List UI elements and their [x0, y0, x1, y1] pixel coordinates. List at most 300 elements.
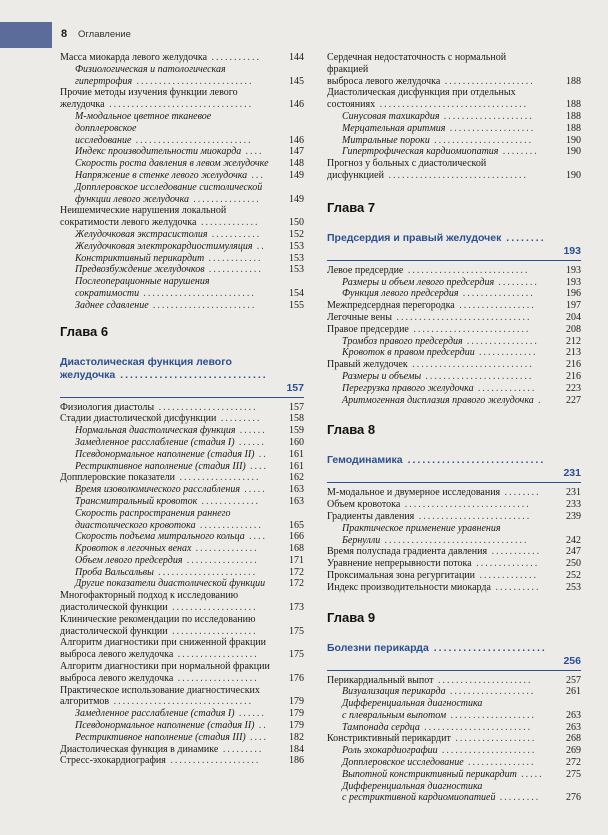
toc-column-right	[327, 52, 581, 804]
toc-entry[interactable]	[60, 425, 304, 437]
toc-entry-page: 247	[566, 546, 581, 558]
toc-entry-page: 233	[566, 499, 581, 511]
toc-entry[interactable]	[60, 449, 304, 461]
dot-leader: ...............	[189, 193, 261, 205]
toc-entry-text: Аритмогенная дисплазия правого желудочка	[342, 394, 534, 406]
toc-entry-text: Сердечная недостаточность с нормальной фракцией выброса левого желудочка	[327, 52, 507, 87]
toc-entry-page: 165	[289, 519, 304, 531]
toc-entry[interactable]	[60, 182, 304, 206]
dot-leader: ............................	[402, 454, 546, 467]
toc-entry-page: 154	[289, 287, 304, 299]
toc-section-continued	[60, 52, 304, 312]
toc-entry[interactable]	[60, 531, 304, 543]
dot-leader: .........	[495, 792, 541, 804]
toc-entry[interactable]	[327, 769, 581, 781]
dot-leader: ......	[234, 436, 267, 448]
toc-entry-page: 144	[289, 52, 304, 63]
toc-entry-page: 188	[566, 75, 581, 87]
toc-entry-text: Другие показатели диастолической функции	[75, 578, 266, 590]
toc-entry-text: Алгоритм диагностики при нормальной фракции выброса левого желудочка	[60, 661, 270, 684]
chapter-8-page: 231	[563, 467, 581, 480]
toc-entry[interactable]	[60, 555, 304, 567]
toc-entry-text: Перегрузка правого желудочка	[342, 382, 474, 394]
toc-entry[interactable]	[327, 722, 581, 734]
toc-entry[interactable]	[327, 733, 581, 745]
dot-leader: ..........................	[131, 134, 253, 146]
dot-leader: ..............................	[391, 311, 532, 323]
toc-entry-text: Уравнение непрерывности потока	[327, 558, 472, 570]
toc-entry-page: 171	[289, 554, 304, 566]
toc-entry-text: Масса миокарда левого желудочка	[60, 52, 208, 63]
toc-entry[interactable]	[60, 472, 304, 484]
dot-leader: ................	[462, 335, 540, 347]
toc-entry-text: Тромбоз правого предсердия	[342, 335, 463, 347]
page-number: 8	[61, 28, 68, 40]
dot-leader: ..............	[471, 558, 540, 570]
toc-entry-text: Тампонада сердца	[342, 721, 420, 733]
toc-entry-text: Клинические рекомендации по исследованию диастолической функции	[60, 613, 256, 637]
toc-entry[interactable]	[60, 52, 304, 64]
toc-entry[interactable]	[327, 324, 581, 336]
dot-leader: ............	[204, 264, 264, 276]
dot-leader: .....................	[437, 745, 537, 757]
toc-entry-page: 196	[566, 288, 581, 300]
toc-entry-page: 146	[289, 99, 304, 111]
toc-entry-page: 204	[566, 311, 581, 323]
toc-entry-page: 188	[566, 99, 581, 111]
toc-entry-page: 172	[289, 578, 304, 590]
dot-leader: ......................	[154, 401, 258, 413]
toc-entry-text: Практическое применение уравнения Бернулли	[342, 522, 501, 546]
toc-entry-page: 179	[289, 720, 304, 732]
toc-entry-text: Межпредсердная перегородка	[327, 300, 455, 312]
toc-entry-page: 162	[289, 472, 304, 484]
toc-entry[interactable]	[60, 229, 304, 241]
chapter-7-entries	[327, 265, 581, 407]
toc-entry-text: Роль эхокардиографии	[342, 745, 438, 757]
toc-entry-text: Объем кровотока	[327, 499, 401, 511]
chapter-9-title[interactable]	[327, 629, 581, 671]
dot-leader: ...........................	[403, 264, 530, 276]
dot-leader: ........	[500, 487, 541, 499]
dot-leader: ...................	[445, 686, 536, 698]
toc-entry-page: 263	[566, 721, 581, 733]
dot-leader: ....	[245, 731, 269, 743]
toc-entry[interactable]	[327, 487, 581, 499]
dot-leader: ......................	[429, 134, 534, 146]
toc-entry-page: 272	[566, 757, 581, 769]
dot-leader: ..	[252, 240, 266, 252]
dot-leader: ..............	[191, 543, 259, 555]
toc-entry[interactable]	[60, 241, 304, 253]
toc-entry[interactable]	[60, 755, 304, 767]
toc-entry-page: 157	[289, 401, 304, 413]
dot-leader: .........	[218, 743, 264, 755]
toc-entry-text: Правый желудочек	[327, 359, 408, 371]
toc-entry-text: Допплеровское исследование	[342, 757, 464, 769]
toc-entry-page: 160	[289, 436, 304, 448]
toc-entry[interactable]	[327, 582, 581, 594]
dot-leader: .......................	[148, 299, 257, 311]
toc-entry-page: 145	[289, 75, 304, 87]
dot-leader: ...................	[167, 602, 258, 614]
toc-entry[interactable]	[327, 158, 581, 182]
toc-entry-page: 193	[566, 264, 581, 276]
toc-entry-page: 153	[289, 264, 304, 276]
toc-entry-page: 175	[289, 649, 304, 661]
dot-leader: .............	[196, 217, 260, 229]
toc-entry-text: Объем левого предсердия	[75, 554, 183, 566]
dot-leader: ................	[182, 554, 259, 566]
toc-column-left	[60, 52, 304, 767]
toc-entry-text: Заднее сдавление	[75, 299, 149, 311]
toc-entry-page: 252	[566, 569, 581, 581]
toc-entry-text: Желудочковая экстрасистолия	[75, 228, 208, 240]
dot-leader: .................................	[375, 99, 529, 111]
chapter-7-label: Глава 7	[327, 199, 376, 215]
toc-entry-text: Мерцательная аритмия	[342, 122, 446, 134]
toc-entry-text: Рестриктивное наполнение (стадия III)	[75, 731, 246, 743]
dot-leader: ....................	[440, 75, 535, 87]
toc-entry-page: 242	[566, 534, 581, 546]
toc-entry[interactable]	[327, 546, 581, 558]
toc-entry-page: 163	[289, 495, 304, 507]
toc-entry[interactable]	[60, 496, 304, 508]
toc-entry-page: 257	[566, 674, 581, 686]
toc-entry[interactable]	[60, 637, 304, 661]
toc-entry-text: Констриктивный перикардит	[75, 252, 205, 264]
toc-entry[interactable]	[327, 288, 581, 300]
dot-leader: ...........................	[407, 359, 534, 371]
toc-entry-text: Стресс-эхокардиография	[60, 755, 166, 767]
toc-entry-page: 213	[566, 347, 581, 359]
toc-entry-text: Кровоток в легочных венах	[75, 543, 192, 555]
toc-entry-page: 188	[566, 122, 581, 134]
toc-entry-page: 269	[566, 745, 581, 757]
toc-entry-page: 190	[566, 146, 581, 158]
toc-entry-page: 250	[566, 558, 581, 570]
dot-leader: ....................	[439, 110, 534, 122]
dot-leader: ....	[241, 146, 264, 158]
toc-entry-text: Напряжение в стенке левого желудочка	[75, 169, 248, 181]
toc-entry-text: Кровоток в правом предсердии	[342, 347, 475, 359]
toc-entry-page: 239	[566, 510, 581, 522]
dot-leader: .............	[474, 347, 538, 359]
dot-leader: ..	[254, 448, 269, 460]
toc-entry-page: 175	[289, 625, 304, 637]
dot-leader: ............	[204, 252, 263, 264]
toc-entry-page: 161	[289, 448, 304, 460]
toc-entry-page: 275	[566, 768, 581, 780]
toc-entry-text: Физиологическая и патологическая гипертрофия	[75, 63, 226, 87]
dot-leader: ................	[458, 288, 535, 300]
toc-entry[interactable]	[60, 276, 304, 300]
toc-entry-text: Скорость подъема митрального кольца	[75, 531, 245, 543]
dot-leader: ........	[498, 146, 539, 158]
toc-entry-text: Левое предсердие	[327, 264, 404, 276]
toc-entry-page: 163	[289, 484, 304, 496]
toc-entry[interactable]	[60, 508, 304, 532]
dot-leader: .	[533, 394, 543, 406]
toc-entry-page: 188	[566, 110, 581, 122]
toc-entry-text: Констриктивный перикардит	[327, 733, 451, 745]
chapter-9-label: Глава 9	[327, 609, 376, 625]
dot-leader: ..............	[195, 519, 264, 531]
toc-entry[interactable]	[60, 708, 304, 720]
toc-entry-text: Допплеровские показатели	[60, 472, 175, 484]
toc-entry[interactable]	[327, 52, 581, 87]
toc-entry-text: Предвозбуждение желудочков	[75, 264, 205, 276]
toc-entry[interactable]	[327, 277, 581, 289]
toc-entry-page: 186	[289, 755, 304, 767]
toc-entry-page: 227	[566, 394, 581, 406]
toc-entry[interactable]	[60, 158, 304, 170]
toc-entry-text: Функция левого предсердия	[342, 288, 459, 300]
toc-entry-page: 197	[566, 300, 581, 312]
toc-entry-page: 153	[289, 252, 304, 264]
toc-entry-text: Неишемические нарушения локальной сократимости левого желудочка	[60, 205, 227, 229]
toc-entry[interactable]	[60, 413, 304, 425]
toc-entry-text: Прогноз у больных с диастолической дисфункцией	[327, 158, 487, 181]
chapter-8-label: Глава 8	[327, 422, 376, 438]
toc-entry-page: 158	[289, 413, 304, 425]
toc-entry-text: Время изоволюмического расслабления	[75, 484, 240, 496]
toc-entry[interactable]	[327, 523, 581, 547]
dot-leader: .........	[216, 413, 262, 425]
chapter-6-page: 157	[286, 381, 304, 394]
toc-entry[interactable]	[327, 558, 581, 570]
toc-entry[interactable]	[60, 437, 304, 449]
toc-entry-page: 263	[566, 709, 581, 721]
chapter-7-page: 193	[563, 244, 581, 257]
toc-entry-text: Скорость распространения раннего диастолического кровотока	[75, 507, 231, 531]
chapter-6-title[interactable]	[60, 343, 304, 398]
dot-leader: ...........	[487, 546, 542, 558]
toc-entry-text: Размеры и объемы	[342, 370, 422, 382]
toc-entry[interactable]	[327, 698, 581, 722]
toc-entry[interactable]	[60, 732, 304, 744]
toc-entry[interactable]	[60, 111, 304, 146]
chapter-7-title-text: Предсердия и правый желудочек	[327, 231, 502, 244]
dot-leader: ...............	[463, 757, 536, 769]
chapter-8-title[interactable]	[327, 441, 581, 483]
toc-entry[interactable]	[327, 123, 581, 135]
toc-entry-page: 176	[289, 672, 304, 684]
toc-entry[interactable]	[327, 359, 581, 371]
toc-entry[interactable]	[327, 371, 581, 383]
toc-entry-page: 193	[566, 276, 581, 288]
toc-entry[interactable]	[60, 661, 304, 685]
chapter-9-page: 256	[563, 654, 581, 667]
toc-entry[interactable]	[60, 461, 304, 473]
toc-entry-page: 166	[289, 531, 304, 543]
toc-entry[interactable]	[60, 87, 304, 111]
toc-entry-page: 231	[566, 487, 581, 499]
toc-entry[interactable]	[327, 111, 581, 123]
toc-entry[interactable]	[60, 402, 304, 414]
toc-entry-page: 216	[566, 370, 581, 382]
toc-entry-text: Многофакторный подход к исследованию диастолической функции	[60, 590, 239, 614]
dot-leader: ...................	[446, 709, 537, 721]
dot-leader: ........	[501, 231, 546, 244]
chapter-6-title-text: Диастолическая функция левого желудочка	[60, 355, 232, 381]
toc-entry[interactable]	[60, 720, 304, 732]
dot-leader: ........................	[419, 721, 533, 733]
running-title: Оглавление	[78, 29, 131, 40]
toc-entry[interactable]	[60, 205, 304, 229]
dot-leader: ..................	[173, 672, 259, 684]
chapter-9-entries	[327, 675, 581, 805]
toc-entry-page: 155	[289, 299, 304, 311]
toc-entry-page: 161	[289, 460, 304, 472]
toc-entry-page: 190	[566, 134, 581, 146]
dot-leader: ....	[245, 460, 269, 472]
toc-entry-page: 253	[566, 581, 581, 593]
toc-entry-text: Алгоритм диагностики при сниженной фракции выброса левого желудочка	[60, 637, 267, 661]
toc-entry[interactable]	[327, 511, 581, 523]
dot-leader: ...............................	[109, 696, 254, 708]
dot-leader: ...	[247, 169, 266, 181]
toc-entry-text: Индекс производительности миокарда	[327, 581, 491, 593]
chapter-6-entries	[60, 402, 304, 768]
toc-entry-page: 149	[289, 169, 304, 181]
toc-entry-text: Нормальная диастолическая функция	[75, 425, 236, 437]
dot-leader: .....	[239, 484, 267, 496]
toc-entry[interactable]	[327, 781, 581, 805]
toc-entry[interactable]	[327, 146, 581, 158]
toc-entry-page: 261	[566, 686, 581, 698]
chapter-9-title-text: Болезни перикарда	[327, 641, 429, 654]
dot-leader: ..........................	[408, 323, 531, 335]
dot-leader: ............................	[400, 499, 531, 511]
dot-leader: .........................	[139, 287, 257, 299]
dot-leader: ...........	[207, 52, 262, 63]
toc-entry-text: Скорость роста давления в левом желудочке	[75, 158, 269, 170]
toc-entry[interactable]	[327, 265, 581, 277]
chapter-7-title[interactable]	[327, 219, 581, 261]
toc-entry-text: Замедленное расслабление (стадия I)	[75, 436, 235, 448]
toc-entry-text: М-модальное цветное тканевое допплеровское исследование	[75, 110, 212, 146]
toc-entry-text: М-модальное и двумерное исследования	[327, 487, 501, 499]
toc-entry-text: Допплеровское исследование систолической функции левого желудочка	[75, 181, 263, 205]
toc-entry[interactable]	[327, 135, 581, 147]
toc-entry-page: 212	[566, 335, 581, 347]
dot-leader: ......	[234, 708, 267, 720]
toc-entry[interactable]	[60, 614, 304, 638]
chapter-8-entries	[327, 487, 581, 593]
dot-leader: ................................	[380, 534, 529, 546]
toc-entry-page: 216	[566, 359, 581, 371]
toc-entry-text: Перикардиальный выпот	[327, 674, 434, 686]
toc-entry-page: 153	[289, 240, 304, 252]
dot-leader: ..........................	[132, 75, 254, 87]
toc-entry-page: 184	[289, 743, 304, 755]
toc-entry[interactable]	[327, 87, 581, 111]
toc-entry[interactable]	[327, 383, 581, 395]
toc-entry[interactable]	[327, 757, 581, 769]
dot-leader: ....	[244, 531, 268, 543]
toc-entry-page: 179	[289, 696, 304, 708]
dot-leader: ........................	[421, 370, 534, 382]
toc-entry[interactable]	[60, 484, 304, 496]
toc-entry-text: Градиенты давления	[327, 510, 415, 522]
toc-entry-page: 208	[566, 323, 581, 335]
toc-entry-text: Псевдонормальное наполнение (стадия II)	[75, 720, 255, 732]
toc-entry[interactable]	[327, 686, 581, 698]
toc-entry[interactable]	[60, 590, 304, 614]
toc-entry-text: Митральные пороки	[342, 134, 430, 146]
toc-entry-text: Послеоперационные нарушения сократимости	[75, 276, 210, 299]
toc-entry[interactable]	[327, 675, 581, 687]
toc-entry[interactable]	[60, 170, 304, 182]
dot-leader: .....................	[433, 674, 533, 686]
toc-entry-text: Стадии диастолической дисфункции	[60, 413, 217, 425]
toc-entry[interactable]	[60, 300, 304, 312]
header-color-bar	[0, 22, 52, 48]
toc-entry[interactable]	[60, 567, 304, 579]
dot-leader: ..................	[173, 649, 259, 661]
toc-entry[interactable]	[60, 264, 304, 276]
toc-entry-text: Время полуспада градиента давления	[327, 546, 488, 558]
dot-leader: ..................	[174, 472, 261, 484]
toc-entry[interactable]	[60, 64, 304, 88]
toc-entry[interactable]	[327, 300, 581, 312]
toc-entry[interactable]	[60, 146, 304, 158]
toc-entry-text: Синусовая тахикардия	[342, 110, 440, 122]
toc-entry-text: Прочие методы изучения функции левого желудочка	[60, 87, 238, 111]
dot-leader: .........	[494, 276, 540, 288]
toc-entry[interactable]	[327, 395, 581, 407]
dot-leader: ................................	[104, 99, 254, 111]
toc-entry-text: Практическое использование диагностических алгоритмов	[60, 684, 260, 708]
dot-leader: ....................	[165, 755, 261, 767]
toc-entry[interactable]	[327, 312, 581, 324]
toc-entry-page: 152	[289, 228, 304, 240]
toc-entry[interactable]	[60, 253, 304, 265]
toc-entry-page: 182	[289, 731, 304, 743]
toc-entry-text: Желудочковая электрокардиостимуляция	[75, 240, 253, 252]
toc-entry-text: Выпотной констриктивный перикардит	[342, 768, 517, 780]
toc-entry[interactable]	[327, 499, 581, 511]
toc-entry[interactable]	[60, 744, 304, 756]
toc-entry[interactable]	[327, 745, 581, 757]
toc-entry-text: Псевдонормальное наполнение (стадия II)	[75, 448, 255, 460]
toc-entry-page: 147	[289, 146, 304, 158]
toc-entry-page: 173	[289, 602, 304, 614]
toc-entry[interactable]	[60, 543, 304, 555]
dot-leader: .......................	[428, 641, 547, 654]
toc-entry-text: Диастолическая функция в динамике	[60, 743, 219, 755]
toc-entry-text: Диастолическая дисфункция при отдельных состояниях	[327, 87, 516, 111]
dot-leader: ...............................	[383, 169, 528, 181]
toc-entry-page: 149	[289, 193, 304, 205]
toc-entry[interactable]	[327, 336, 581, 348]
toc-entry[interactable]	[60, 685, 304, 709]
toc-entry-page: 150	[289, 217, 304, 229]
dot-leader: ...................	[445, 122, 536, 134]
dot-leader: ...........	[207, 228, 262, 240]
toc-entry-text: Размеры и объем левого предсердия	[342, 276, 495, 288]
toc-entry-text: Проксимальная зона регургитации	[327, 569, 476, 581]
toc-section-continued-right	[327, 52, 581, 182]
toc-entry[interactable]	[327, 570, 581, 582]
toc-entry[interactable]	[327, 347, 581, 359]
toc-entry-page: 179	[289, 708, 304, 720]
dot-leader: .........................	[414, 510, 532, 522]
toc-entry[interactable]	[60, 578, 304, 590]
toc-entry-page: 190	[566, 169, 581, 181]
toc-entry-text: Трансмитральный кровоток	[75, 495, 198, 507]
